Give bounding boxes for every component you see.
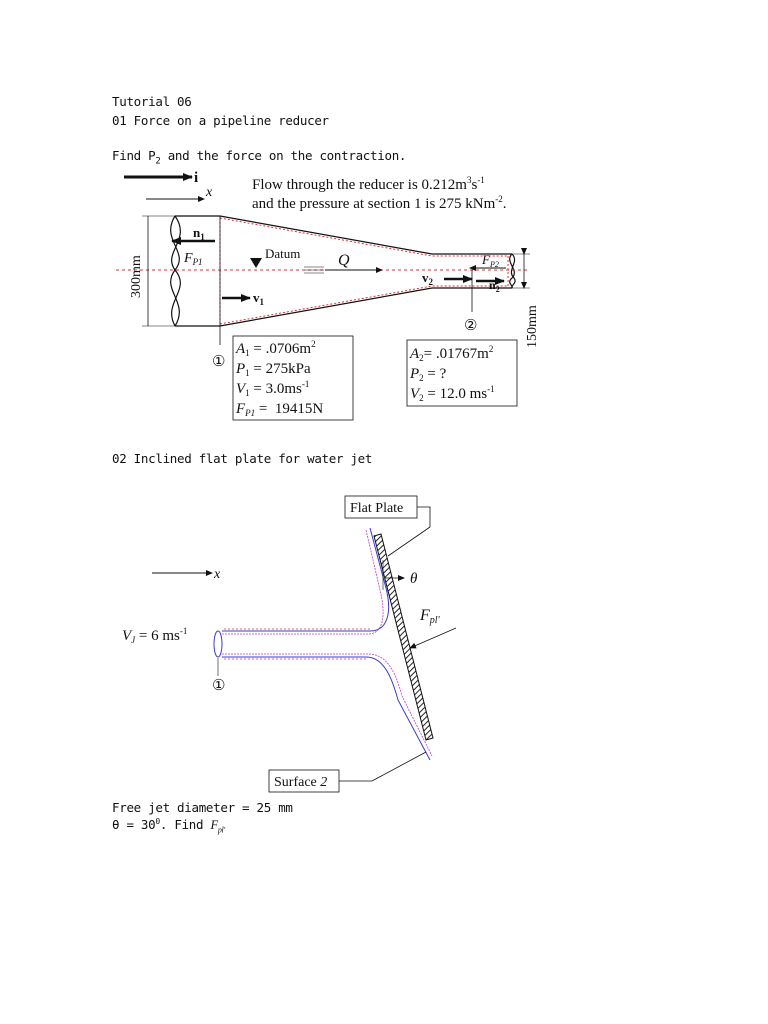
q2-heading: 02 Inclined flat plate for water jet bbox=[112, 451, 373, 466]
box2-area: $A_2= .01767m^2$ bbox=[410, 344, 494, 363]
section2-marker: ② bbox=[464, 318, 478, 334]
box2-pressure: $P_2$ = ? bbox=[410, 366, 447, 383]
q1-heading: 01 Force on a pipeline reducer bbox=[112, 113, 329, 128]
angle-mid: . Find bbox=[159, 817, 211, 833]
reducer-top-wall bbox=[175, 216, 512, 254]
surface2-leader bbox=[339, 752, 426, 781]
jet-x-axis-label: x bbox=[214, 567, 221, 582]
jet-control-boundary bbox=[224, 629, 370, 659]
right-dimension-label: 150mm bbox=[525, 305, 540, 348]
unit-vector-label: i bbox=[194, 170, 199, 186]
jet-inlet-section bbox=[214, 631, 222, 657]
flow-text-line2: and the pressure at section 1 is 275 kNm$^{-2}$. bbox=[252, 194, 507, 212]
angle-f: F bbox=[210, 818, 218, 833]
flat-plate-label: Flat Plate bbox=[350, 501, 404, 516]
theta-label: θ bbox=[410, 571, 418, 587]
v1-label: $v_1$ bbox=[253, 290, 264, 307]
upper-outer-streamline bbox=[222, 528, 389, 631]
instruction-prefix: Find P bbox=[112, 148, 156, 163]
angle-f-sub: pl' bbox=[217, 825, 225, 835]
fp1-label: $F_{P1}$ bbox=[184, 251, 203, 267]
datum-label: Datum bbox=[265, 246, 301, 261]
x-axis-label: x bbox=[206, 185, 213, 200]
box1-force: $F_{P1} = 19415N$ bbox=[236, 401, 324, 418]
tutorial-title: Tutorial 06 bbox=[112, 94, 192, 109]
left-dimension-label: 300mm bbox=[129, 255, 144, 298]
angle-sup: 0 bbox=[155, 817, 160, 826]
control-volume-outline bbox=[220, 218, 508, 324]
n1-label: $n_1$ bbox=[193, 225, 205, 242]
box1-velocity: $V_1 = 3.0ms^{-1}$ bbox=[236, 379, 310, 398]
section1-marker: ① bbox=[212, 354, 226, 370]
jet-velocity-label: $V_J = 6$ $ms^{-1}$ bbox=[122, 626, 188, 645]
lower-outer-streamline bbox=[222, 657, 430, 760]
flow-text-line1: Flow through the reducer is $0.212m^3s^{-1}$ bbox=[252, 175, 485, 193]
jet-section1-marker: ① bbox=[212, 678, 226, 694]
instruction-sub: 2 bbox=[155, 156, 161, 167]
fpl-label: Fpl' bbox=[420, 607, 440, 626]
box1-area: $A_1 = .0706m^2$ bbox=[236, 339, 316, 358]
fp2-label: $F_{P2}$ bbox=[482, 252, 499, 269]
q2-given-angle bbox=[112, 817, 225, 835]
n2-label: $n_2$ bbox=[489, 278, 500, 294]
q-label: Q bbox=[338, 252, 350, 269]
reducer-bottom-wall bbox=[175, 288, 512, 326]
box1-pressure: $P_1 = 275kPa$ bbox=[236, 361, 311, 378]
q2-given-diameter: Free jet diameter = 25 mm bbox=[112, 800, 293, 815]
fpl-arrow bbox=[410, 628, 456, 648]
angle-prefix: θ = 30 bbox=[112, 817, 156, 833]
datum-triangle bbox=[250, 258, 262, 268]
box2-velocity: $V_2 = 12.0$ $ms^{-1}$ bbox=[410, 384, 495, 403]
surface2-label: Surface 2 bbox=[274, 775, 328, 790]
v2-label: $v_2$ bbox=[422, 270, 433, 287]
instruction-suffix: and the force on the contraction. bbox=[160, 148, 407, 163]
